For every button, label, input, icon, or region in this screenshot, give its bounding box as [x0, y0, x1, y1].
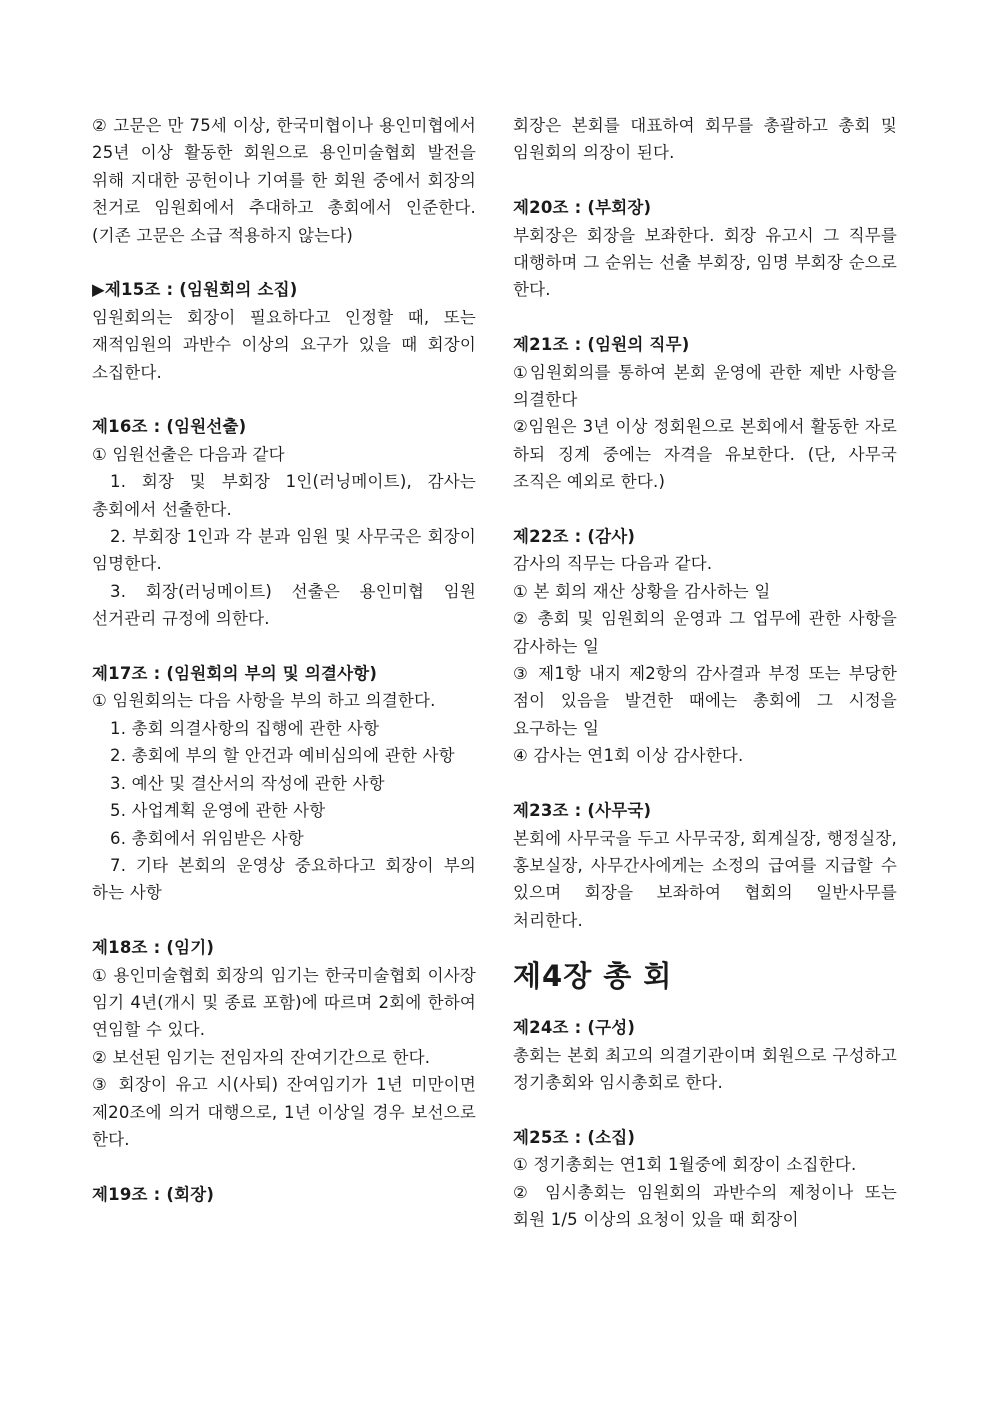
article-20: [513, 194, 897, 304]
article-17-title: 제17조 : (임원회의 부의 및 의결사항): [92, 664, 378, 684]
article-24: [513, 1014, 897, 1096]
article-19-body: 회장은 본회를 대표하여 회무를 총괄하고 총회 및 임원회의 의장이 된다.: [513, 116, 897, 163]
article-24-body: 총회는 본회 최고의 의결기관이며 회원으로 구성하고 정기총회와 임시총회로 한다.: [513, 1045, 897, 1092]
article-22-line: ① 본 회의 재산 상황을 감사하는 일: [513, 581, 771, 601]
article-16: [92, 413, 476, 632]
article-17-item: 3. 예산 및 결산서의 작성에 관한 사항: [110, 773, 385, 793]
article-21: [513, 331, 897, 495]
article-17-item: 2. 총회에 부의 할 안건과 예비심의에 관한 사항: [110, 746, 455, 766]
article-18-line: ③ 회장이 유고 시(사퇴) 잔여임기가 1년 미만이면 제20조에 의거 대행으로, 1년 이상일 경우 보선으로 한다.: [92, 1075, 476, 1149]
article-15-title: ▶제15조 : (임원회의 소집): [92, 280, 298, 300]
article-25-title: 제25조 : (소집): [513, 1127, 636, 1147]
chapter-4-heading: 제4장 총 회: [513, 959, 673, 994]
article-17-item: 1. 총회 의결사항의 집행에 관한 사항: [110, 718, 380, 738]
article-21-line: ②임원은 3년 이상 정회원으로 본회에서 활동한 자로 하되 징계 중에는 자격을 유보한다. (단, 사무국 조직은 예외로 한다.): [513, 417, 897, 492]
article-18-line: ① 용인미술협회 회장의 임기는 한국미술협회 이사장 임기 4년(개시 및 종료 포함)에 따르며 2회에 한하여 연임할 수 있다.: [92, 965, 476, 1040]
article-16-item: 1. 회장 및 부회장 1인(러닝메이트), 감사는 총회에서 선출한다.: [92, 472, 476, 519]
article-16-item: 2. 부회장 1인과 각 분과 임원 및 사무국은 회장이 임명한다.: [92, 527, 476, 574]
article-16-line: ① 임원선출은 다음과 같다: [92, 444, 285, 464]
article-22-line: 감사의 직무는 다음과 같다.: [513, 554, 713, 574]
article-22: [513, 523, 897, 770]
article-18-line: ② 보선된 임기는 전임자의 잔여기간으로 한다.: [92, 1047, 431, 1067]
article-18: [92, 934, 476, 1153]
article-16-title: 제16조 : (임원선출): [92, 417, 247, 437]
article-16-item: 3. 회장(러닝메이트) 선출은 용인미협 임원 선거관리 규정에 의한다.: [92, 581, 476, 629]
article-15-body: 임원회의는 회장이 필요하다고 인정할 때, 또는 재적임원의 과반수 이상의 요구가 있을 때 회장이 소집한다.: [92, 307, 476, 382]
article-22-line: ③ 제1항 내지 제2항의 감사결과 부정 또는 부당한 점이 있음을 발견한 때에는 총회에 그 시정을 요구하는 일: [513, 664, 897, 738]
article-17: [92, 660, 476, 907]
article-21-title: 제21조 : (임원의 직무): [513, 335, 690, 355]
article-24-title: 제24조 : (구성): [513, 1018, 636, 1038]
article-23-title: 제23조 : (사무국): [513, 801, 652, 821]
article-25-line: ① 정기총회는 연1회 1월중에 회장이 소집한다.: [513, 1155, 857, 1175]
article-17-line: ① 임원회의는 다음 사항을 부의 하고 의결한다.: [92, 691, 436, 711]
article-23-body: 본회에 사무국을 두고 사무국장, 회계실장, 행정실장, 홍보실장, 사무간사에게는 소정의 급여를 지급할 수 있으며 회장을 보좌하여 협회의 일반사무를 처리한다.: [513, 828, 897, 930]
article-17-item: 5. 사업계획 운영에 관한 사항: [110, 801, 326, 821]
article-22-title: 제22조 : (감사): [513, 527, 636, 547]
article-25: [513, 1124, 897, 1234]
article-14-paragraph-2: ② 고문은 만 75세 이상, 한국미협이나 용인미협에서 25년 이상 활동한 회원으로 용인미술협회 발전을 위해 지대한 공헌이나 기여를 한 회원 중에서 회장의 천거로 임원회에서 추대하고 총회에서 인준한다.(기존 고문은 소급 적용하지 않는다): [92, 116, 476, 245]
article-22-line: ② 총회 및 임원회의 운영과 그 업무에 관한 사항을 감사하는 일: [513, 609, 897, 656]
article-18-title: 제18조 : (임기): [92, 938, 215, 958]
article-23: [513, 797, 897, 934]
article-19-title: 제19조 : (회장): [92, 1184, 215, 1204]
article-20-title: 제20조 : (부회장): [513, 198, 652, 218]
left-column: [92, 112, 476, 1208]
article-20-body: 부회장은 회장을 보좌한다. 회장 유고시 그 직무를 대행하며 그 순위는 선출 부회장, 임명 부회장 순으로 한다.: [513, 225, 897, 300]
article-21-line: ①임원회의를 통하여 본회 운영에 관한 제반 사항을 의결한다: [513, 362, 897, 410]
article-15: [92, 276, 476, 386]
right-column: [513, 112, 897, 1233]
article-22-line: ④ 감사는 연1회 이상 감사한다.: [513, 746, 744, 766]
article-17-item: 7. 기타 본회의 운영상 중요하다고 회장이 부의 하는 사항: [92, 855, 476, 903]
article-25-line: ② 임시총회는 임원회의 과반수의 제청이나 또는 회원 1/5 이상의 요청이 있을 때 회장이: [513, 1182, 897, 1229]
article-17-item: 6. 총회에서 위임받은 사항: [110, 828, 304, 848]
